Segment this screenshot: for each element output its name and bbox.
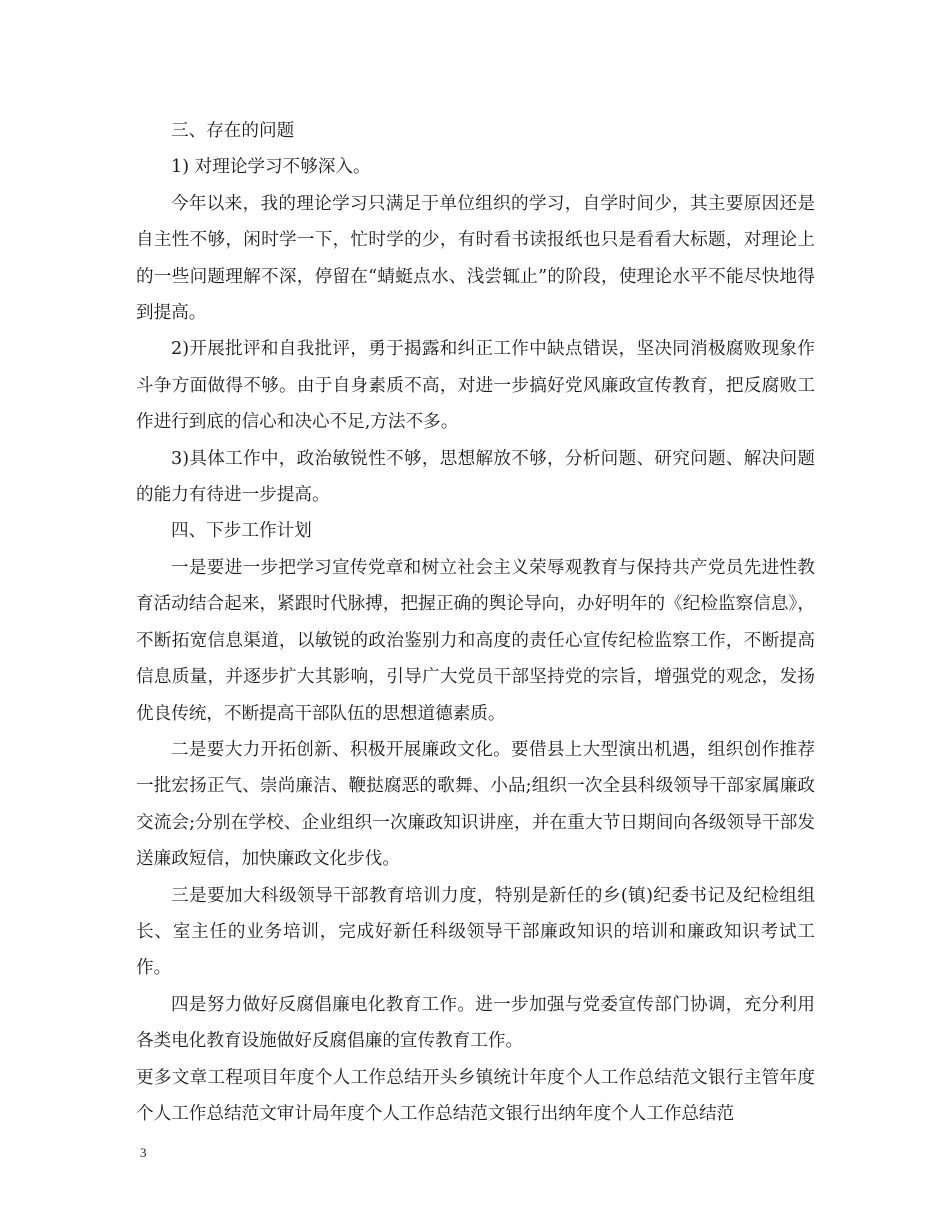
- body-paragraph: 今年以来，我的理论学习只满足于单位组织的学习，自学时间少，其主要原因还是自主性不够，闲时学一下，忙时学的少，有时看书读报纸也只是看看大标题，对理论上的一些问题理解不深，停留在“蜻蜓点水、浅尝辄止”的阶段，使理论水平不能尽快地得到提高。: [136, 193, 815, 324]
- more-articles-line: 更多文章工程项目年度个人工作总结开头乡镇统计年度个人工作总结范文银行主管年度个人工作总结范文审计局年度个人工作总结范文银行出纳年度个人工作总结范: [136, 1067, 815, 1124]
- plan-item-2: 二是要大力开拓创新、积极开展廉政文化。要借县上大型演出机遇，组织创作推荐一批宏扬正气、崇尚廉洁、鞭挞腐恶的歌舞、小品;组织一次全县科级领导干部家属廉政交流会;分别在学校、企业组织一次廉政知识讲座，并在重大节日期间向各级领导干部发送廉政短信，加快廉政文化步伐。: [136, 739, 815, 870]
- plan-item-1: 一是要进一步把学习宣传党章和树立社会主义荣辱观教育与保持共产党员先进性教育活动结合起来，紧跟时代脉搏，把握正确的舆论导向，办好明年的《纪检监察信息》，不断拓宽信息渠道，以敏锐的政治鉴别力和高度的责任心宣传纪检监察工作，不断提高信息质量，并逐步扩大其影响，引导广大党员干部坚持党的宗旨，增强党的观念，发扬优良传统，不断提高干部队伍的思想道德素质。: [136, 557, 815, 724]
- problem-item-3: 3)具体工作中，政治敏锐性不够，思想解放不够，分析问题、研究问题、解决问题的能力有待进一步提高。: [136, 448, 815, 506]
- plan-item-4: 四是努力做好反腐倡廉电化教育工作。进一步加强与党委宣传部门协调，充分利用各类电化教育设施做好反腐倡廉的宣传教育工作。: [136, 994, 815, 1052]
- problem-item-2: 2)开展批评和自我批评，勇于揭露和纠正工作中缺点错误，坚决同消极腐败现象作斗争方面做得不够。由于自身素质不高，对进一步搞好党风廉政宣传教育，把反腐败工作进行到底的信心和决心不足,方法不多。: [136, 339, 815, 433]
- problem-item-1: 1) 对理论学习不够深入。: [171, 157, 371, 178]
- plan-item-3: 三是要加大科级领导干部教育培训力度，特别是新任的乡(镇)纪委书记及纪检组组长、室主任的业务培训，完成好新任科级领导干部廉政知识的培训和廉政知识考试工作。: [136, 885, 815, 979]
- section-heading-problems: 三、存在的问题: [171, 121, 295, 141]
- page-number: 3: [140, 1145, 147, 1160]
- section-heading-plan: 四、下步工作计划: [171, 521, 312, 542]
